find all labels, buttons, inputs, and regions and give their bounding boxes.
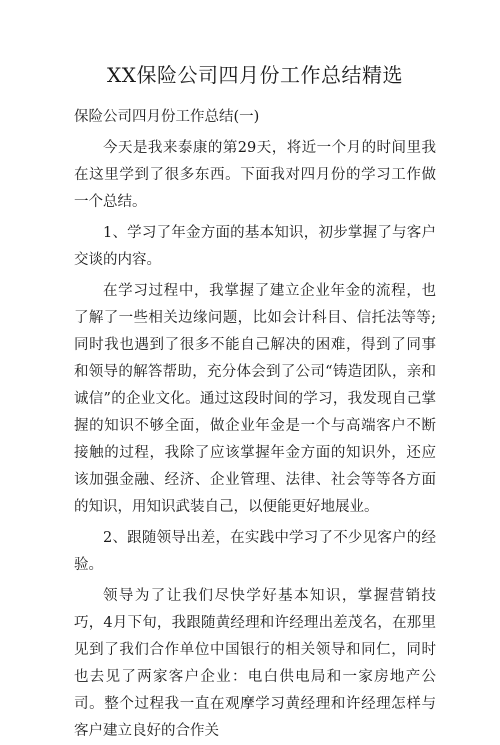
paragraph-point-1: 1、学习了年金方面的基本知识，初步掌握了与客户交谈的内容。 [74,225,436,268]
paragraph-point-2: 2、跟随领导出差，在实践中学习了不少见客户的经验。 [74,530,436,573]
paragraph-intro: 今天是我来泰康的第29天，将近一个月的时间里我在这里学到了很多东西。下面我对四月份的学习工作做一个总结。 [74,140,436,210]
paragraph-point-1-detail: 在学习过程中，我掌握了建立企业年金的流程，也了解了一些相关边缘问题，比如会计科目、信托法等等;同时我也遇到了很多不能自己解决的困难，得到了同事和领导的解答帮助，充分体会到了公司“铸造团队，亲和诚信”的企业文化。通过这段时间的学习，我发现自己掌握的知识不够全面，做企业年金是一个与高端客户不断接触的过程，我除了应该掌握年金方面的知识外，还应该加强金融、经济、企业管理、法律、社会等等各方面的知识，用知识武装自己，以便能更好地展业。 [74,283,436,515]
document-subtitle: 保险公司四月份工作总结(一) [74,109,260,125]
paragraph-point-2-detail: 领导为了让我们尽快学好基本知识，掌握营销技巧，4月下旬，我跟随黄经理和许经理出差茂名，在那里见到了我们合作单位中国银行的相关领导和同仁，同时也去见了两家客户企业：电白供电局和一家房地产公司。整个过程我一直在观摩学习黄经理和许经理怎样与客户建立良好的合作关 [74,588,436,739]
document-title: XX保险公司四月份工作总结精选 [107,63,403,87]
